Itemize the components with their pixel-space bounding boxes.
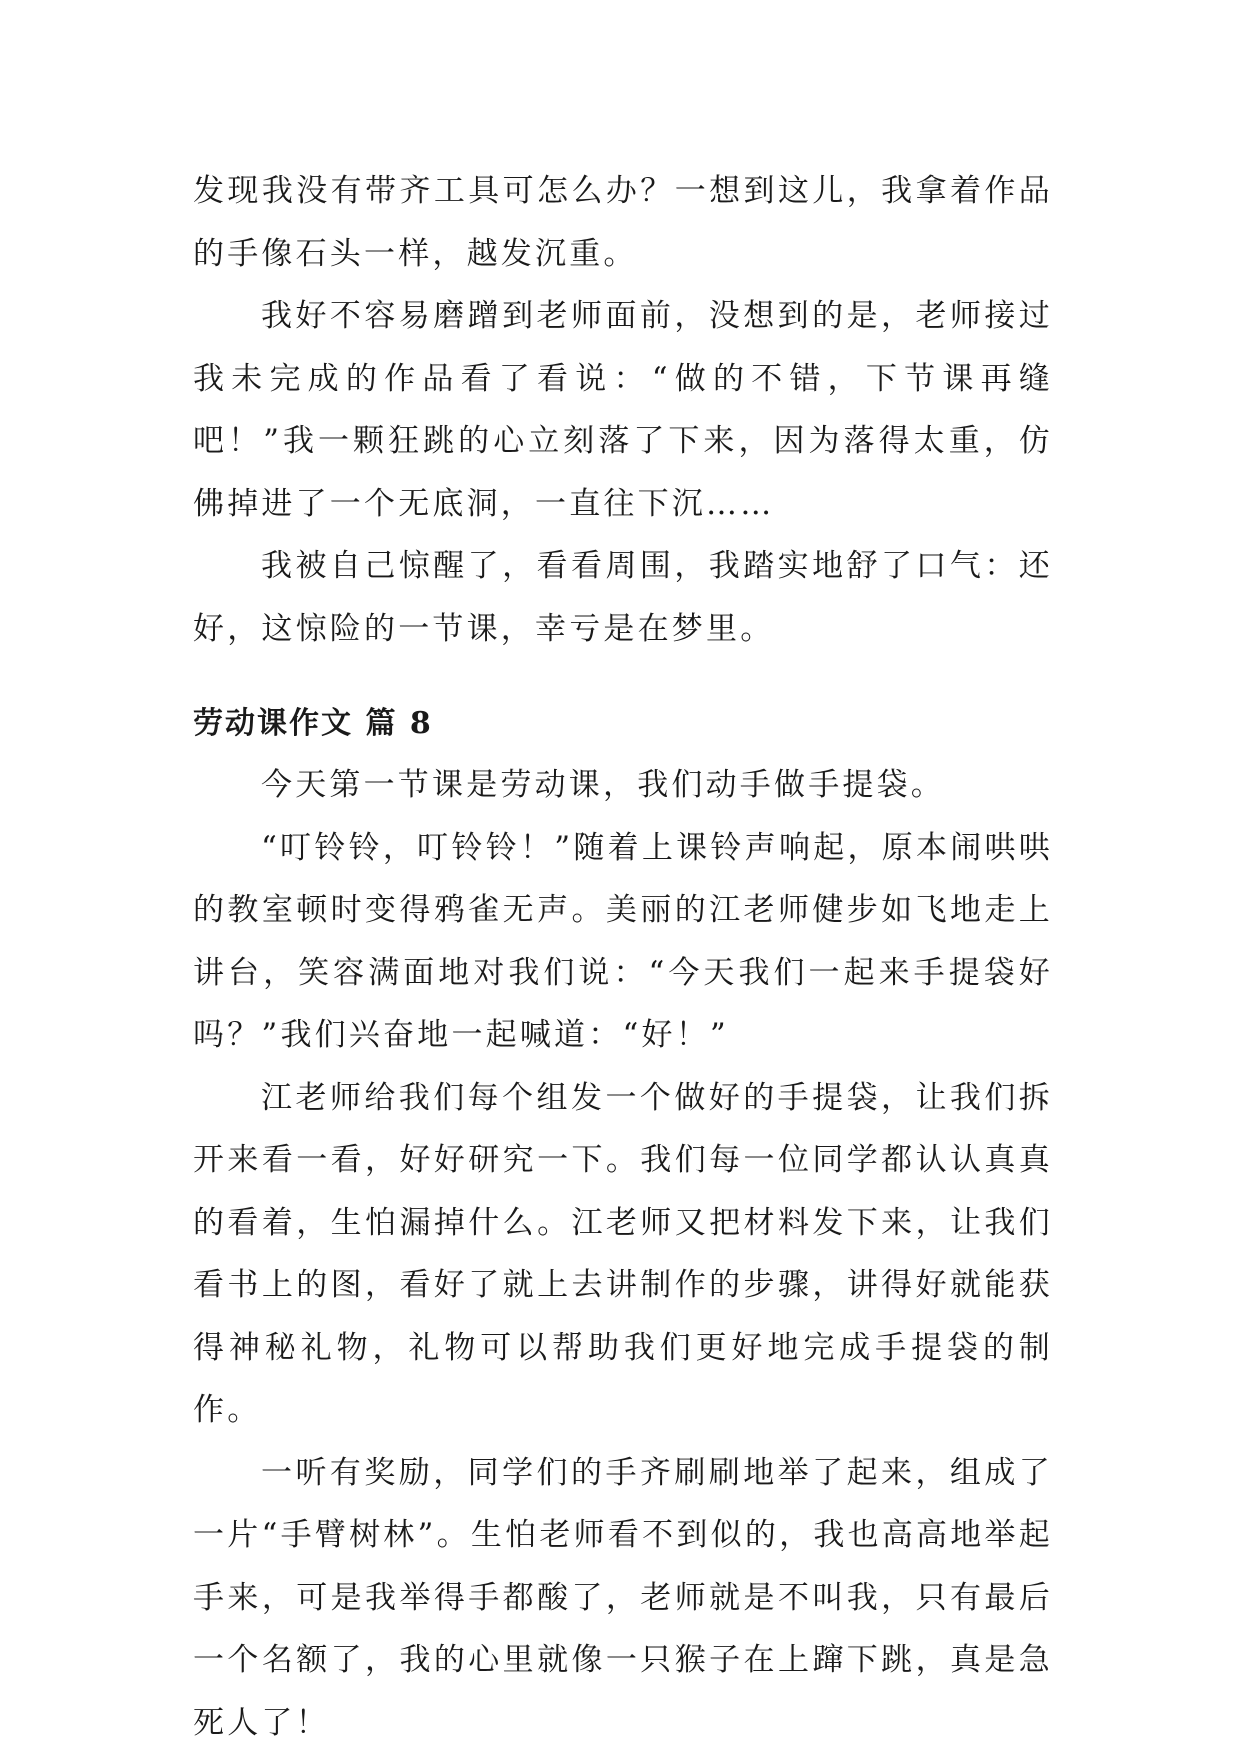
paragraph: 我被自己惊醒了，看看周围，我踏实地舒了口气：还好，这惊险的一节课，幸亏是在梦里。: [193, 548, 1053, 647]
paragraph: 发现我没有带齐工具可怎么办？一想到这儿，我拿着作品的手像石头一样，越发沉重。: [193, 173, 1053, 272]
previous-essay-ending: [193, 160, 1053, 660]
section-title: 劳动课作文: [193, 706, 353, 741]
section-label: 篇 8: [365, 706, 433, 741]
section-heading: [193, 694, 1053, 754]
paragraph: “叮铃铃，叮铃铃！”随着上课铃声响起，原本闹哄哄的教室顿时变得鸦雀无声。美丽的江老师健步如飞地走上讲台，笑容满面地对我们说：“今天我们一起来手提袋好吗？”我们兴奋地一起喊道：“好！”: [193, 829, 1053, 1053]
paragraph: 江老师给我们每个组发一个做好的手提袋，让我们拆开来看一看，好好研究一下。我们每一位同学都认认真真的看着，生怕漏掉什么。江老师又把材料发下来，让我们看书上的图，看好了就上去讲制作的步骤，讲得好就能获得神秘礼物，礼物可以帮助我们更好地完成手提袋的制作。: [193, 1079, 1053, 1428]
paragraph: 今天第一节课是劳动课，我们动手做手提袋。: [261, 767, 945, 803]
essay-section-8: [193, 694, 1053, 1754]
paragraph: 我好不容易磨蹭到老师面前，没想到的是，老师接过我未完成的作品看了看说：“做的不错，下节课再缝吧！”我一颗狂跳的心立刻落了下来，因为落得太重，仿佛掉进了一个无底洞，一直往下沉……: [193, 298, 1053, 522]
paragraph: 一听有奖励，同学们的手齐刷刷地举了起来，组成了一片“手臂树林”。生怕老师看不到似的，我也高高地举起手来，可是我举得手都酸了，老师就是不叫我，只有最后一个名额了，我的心里就像一只猴子在上蹿下跳，真是急死人了！: [193, 1454, 1053, 1741]
